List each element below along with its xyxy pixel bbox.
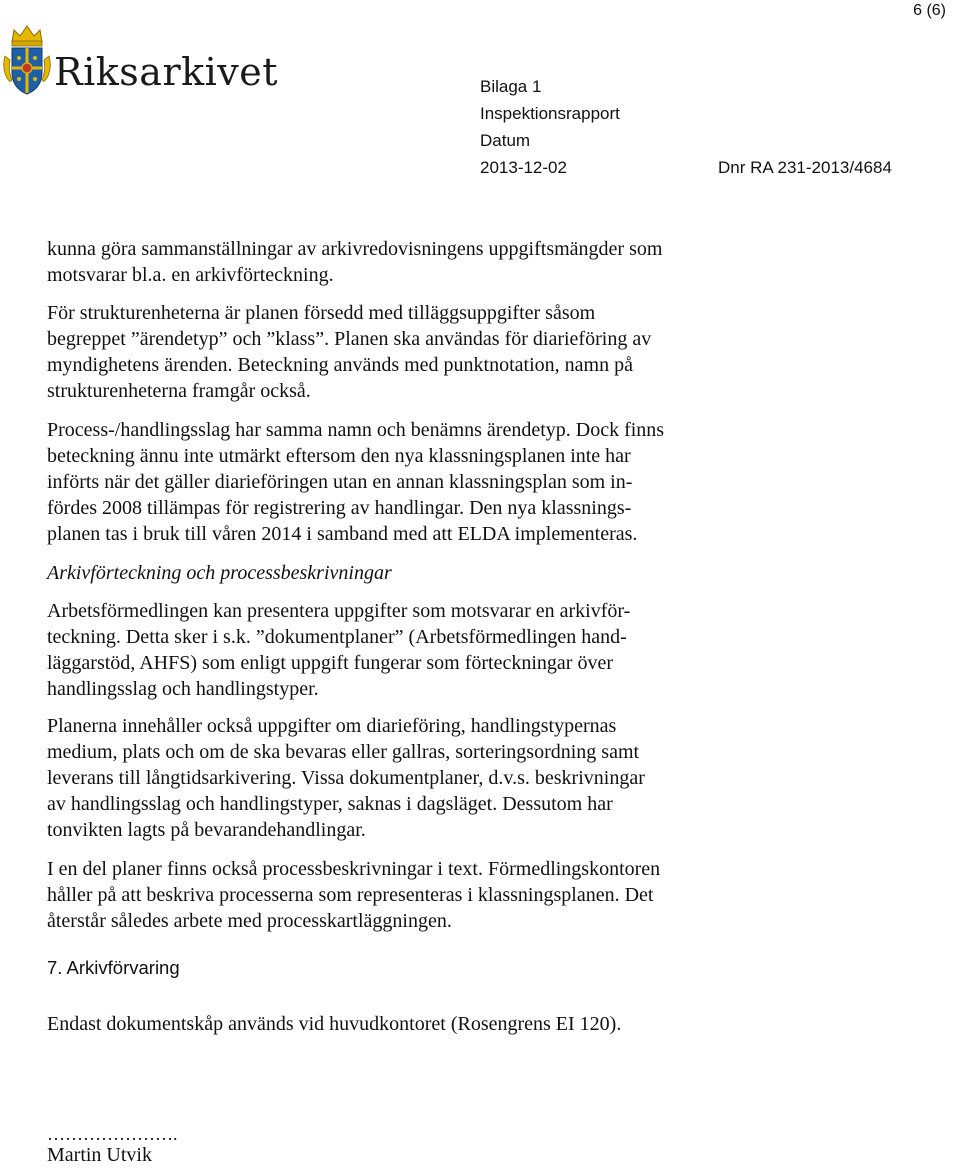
header-bilaga: Bilaga 1	[480, 77, 542, 96]
text-line: beteckning ännu inte utmärkt eftersom den nya klassningsplanen inte har	[47, 445, 631, 467]
paragraph-6	[47, 856, 907, 934]
text-line: myndighetens ärenden. Beteckning används med punktnotation, namn på	[47, 354, 633, 376]
text-line: återstår således arbete med processkartläggningen.	[47, 910, 452, 932]
text-line: I en del planer finns också processbeskrivningar i text. Förmedlingskontoren	[47, 858, 661, 880]
text-line: av handlingsslag och handlingstyper, saknas i dagsläget. Dessutom har	[47, 793, 613, 815]
paragraph-4	[47, 598, 907, 702]
text-line: införts när det gäller diarieföringen utan en annan klassningsplan som in-	[47, 471, 633, 493]
text-line: fördes 2008 tillämpas för registrering av handlingar. Den nya klassnings-	[47, 497, 632, 519]
header-dnr: Dnr RA 231-2013/4684	[718, 158, 892, 177]
signature	[47, 1142, 907, 1168]
riksarkivet-logo	[0, 22, 290, 102]
text-line: handlingsslag och handlingstyper.	[47, 678, 319, 700]
paragraph-3	[47, 417, 907, 547]
text-line: håller på att beskriva processerna som representeras i klassningsplanen. Det	[47, 884, 654, 906]
text-line: planen tas i bruk till våren 2014 i samband med att ELDA implementeras.	[47, 523, 638, 545]
signature-line: ………………….	[47, 1124, 178, 1144]
text-line: Endast dokumentskåp används vid huvudkontoret (Rosengrens EI 120).	[47, 1013, 622, 1035]
paragraph-2	[47, 300, 907, 404]
text-line: Planerna innehåller också uppgifter om diarieföring, handlingstypernas	[47, 715, 617, 737]
text-line: motsvarar bl.a. en arkivförteckning.	[47, 264, 334, 286]
text-line: Arbetsförmedlingen kan presentera uppgifter som motsvarar en arkivför-	[47, 600, 631, 622]
subheading	[47, 560, 907, 586]
text-line: teckning. Detta sker i s.k. ”dokumentplaner” (Arbetsförmedlingen hand-	[47, 626, 627, 648]
signature-name: Martin Utvik	[47, 1144, 152, 1166]
paragraph-5	[47, 713, 907, 843]
page-number: 6 (6)	[913, 2, 946, 19]
header-datum-label: Datum	[480, 131, 531, 150]
section-heading-text: 7. Arkivförvaring	[47, 957, 180, 978]
paragraph-1	[47, 236, 907, 288]
coat-of-arms-icon	[2, 22, 52, 100]
logo-wordmark: Riksarkivet	[54, 50, 279, 94]
text-line: tonvikten lagts på bevarandehandlingar.	[47, 819, 366, 841]
text-line: Process-/handlingsslag har samma namn och benämns ärendetyp. Dock finns	[47, 419, 665, 441]
text-line: leverans till långtidsarkivering. Vissa dokumentplaner, d.v.s. beskrivningar	[47, 767, 645, 789]
text-line: medium, plats och om de ska bevaras eller gallras, sorteringsordning samt	[47, 741, 640, 763]
text-line: kunna göra sammanställningar av arkivredovisningens uppgiftsmängder som	[47, 238, 663, 260]
header-date: 2013-12-02	[480, 158, 567, 177]
text-line: läggarstöd, AHFS) som enligt uppgift fungerar som förteckningar över	[47, 652, 613, 674]
header-report-type: Inspektionsrapport	[480, 104, 620, 123]
subheading-text: Arkivförteckning och processbeskrivningar	[47, 562, 392, 584]
section-heading	[47, 955, 907, 981]
text-line: För strukturenheterna är planen försedd med tilläggsuppgifter såsom	[47, 302, 596, 324]
text-line: strukturenheterna framgår också.	[47, 380, 311, 402]
paragraph-7	[47, 1011, 907, 1037]
text-line: begreppet ”ärendetyp” och ”klass”. Planen ska användas för diarieföring av	[47, 328, 652, 350]
